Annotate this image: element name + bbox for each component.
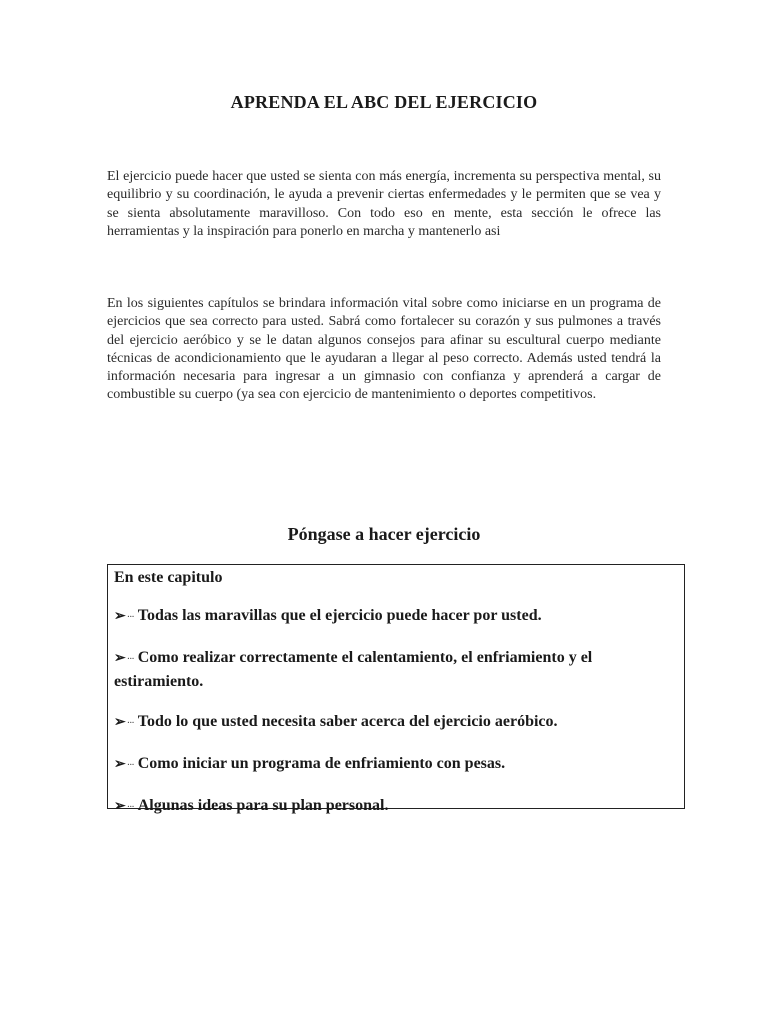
- list-item-text: Todo lo que usted necesita saber acerca del ejercicio aeróbico.: [137, 713, 558, 730]
- list-item: [114, 795, 678, 819]
- list-item: [114, 647, 678, 693]
- section-title: Póngase a hacer ejercicio: [287, 524, 481, 544]
- paragraph-intro: El ejercicio puede hacer que usted se sienta con más energía, incrementa su perspectiva mental, su equilibrio y su coordinación, le ayuda a prevenir ciertas enfermedades y le permiten que se vea y se sienta absolutamente maravilloso. Con todo eso en mente, esta sección le ofrece las herramientas y la inspiración para ponerlo en marcha y mantenerlo asi: [107, 169, 661, 239]
- list-item: [114, 711, 678, 735]
- arrow-bullet-icon: ➢···: [114, 651, 134, 666]
- list-item-text: Como realizar correctamente el calentamiento, el enfriamiento y el estiramiento.: [114, 649, 593, 690]
- list-item: [114, 605, 678, 629]
- list-item: [114, 753, 678, 777]
- arrow-bullet-icon: ➢···: [114, 609, 134, 624]
- paragraph-chapters: En los siguientes capítulos se brindara información vital sobre como iniciarse en un programa de ejercicios que sea correcto para usted. Sabrá como fortalecer su corazón y sus pulmones a través del ejercicio aeróbico y se le datan algunos consejos para afinar su escultural cuerpo mediante técnicas de acondicionamiento que le ayudaran a llegar al peso correcto. Además usted tendrá la información necesaria para ingresar a un gimnasio con confianza y aprenderá a cargar de combustible su cuerpo (ya sea con ejercicio de mantenimiento o deportes competitivos.: [107, 296, 661, 403]
- arrow-bullet-icon: ➢···: [114, 715, 134, 730]
- arrow-bullet-icon: ➢···: [114, 757, 134, 772]
- chapter-summary-box: [107, 564, 685, 814]
- list-item-text: Como iniciar un programa de enfriamiento con pesas.: [137, 755, 506, 772]
- document-title: APRENDA EL ABC DEL EJERCICIO: [230, 92, 538, 112]
- list-item-text: Todas las maravillas que el ejercicio puede hacer por usted.: [137, 607, 542, 624]
- arrow-bullet-icon: ➢···: [114, 799, 134, 814]
- box-heading: En este capitulo: [114, 569, 223, 586]
- list-item-text: Algunas ideas para su plan personal.: [137, 797, 389, 814]
